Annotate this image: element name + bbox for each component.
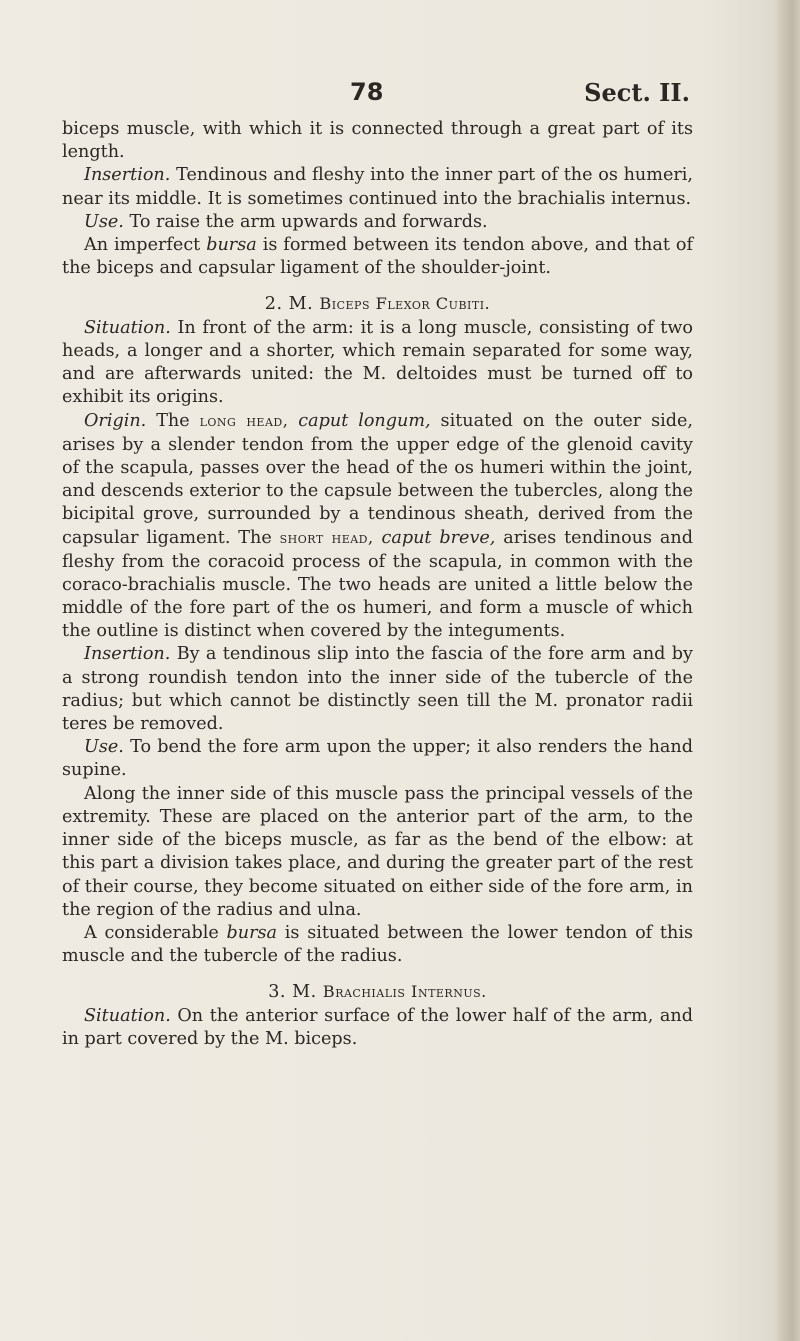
paragraph-continuation: biceps muscle, with which it is connected through a great part of its length. [62,119,693,163]
label-insertion: Insertion. [84,165,171,186]
paragraph-use-deltoid: Use. To raise the arm upwards and forwards. [84,211,488,232]
label-use: Use. [84,737,124,758]
label-insertion: Insertion. [84,644,171,665]
label-situation: Situation. [84,1005,171,1026]
label-use: Use. [84,211,124,232]
label-situation: Situation. [84,317,171,338]
page-header [250,78,690,114]
paragraph-origin-biceps: Origin. The long head, caput longum, situated on the outer side, arises by a slender tendon from the upper edge of the glenoid cavity of the scapula, passes over the head of the os humeri within the joint, and descends exterior to the capsule between the tubercles, along the bicipital grove, surrounded by a tendinous sheath, derived from the capsular ligament. The short head, caput breve, arises tendinous and fleshy from the coracoid process of the scapula, in common with the coraco-brachialis muscle. The two heads are united a little below the middle of the fore part of the os humeri, and form a muscle of which the outline is distinct when covered by the integuments. [62,411,694,642]
paragraph-use-biceps: Use. To bend the fore arm upon the upper; it also renders the hand supine. [62,737,693,781]
paragraph-situation-biceps: Situation. In front of the arm: it is a long muscle, consisting of two heads, a longer and a shorter, which remain separated for some way, and are afterwards united: the M. deltoides must be turned off to exhibit its origins. [62,317,693,408]
section-heading-biceps: 2. M. Biceps Flexor Cubiti. [264,294,491,315]
page-edge-shadow [774,0,800,1341]
section-label: Sect. II. [584,78,690,107]
paragraph-bursa-shoulder: An imperfect bursa is formed between its tendon above, and that of the biceps and capsular ligament of the shoulder-joint. [62,235,693,279]
paragraph-bursa-radius: A considerable bursa is situated between the lower tendon of this muscle and the tubercle of the radius. [62,922,693,967]
page-number: 78 [350,78,384,106]
section-heading-brachialis: 3. M. Brachialis Internus. [268,982,487,1003]
page-body [62,118,693,1051]
paragraph-vessels: Along the inner side of this muscle pass the principal vessels of the extremity. These are placed on the anterior part of the arm, to the inner side of the biceps muscle, as far as the bend of the elbow: at this part a division takes place, and during the greater part of the rest of their course, they become situated on either side of the fore arm, in the region of the radius and ulna. [62,783,693,920]
paragraph-insertion-biceps: Insertion. By a tendinous slip into the fascia of the fore arm and by a strong roundish tendon into the inner side of the tubercle of the radius; but which cannot be distinctly seen till the M. pronator radii teres be removed. [62,644,693,735]
label-origin: Origin. [84,411,147,432]
paragraph-insertion-deltoid: Insertion. Tendinous and fleshy into the inner part of the os humeri, near its middle. It is sometimes continued into the brachialis internus. [62,165,693,209]
paragraph-situation-brachialis: Situation. On the anterior surface of the lower half of the arm, and in part covered by the M. biceps. [62,1005,693,1049]
